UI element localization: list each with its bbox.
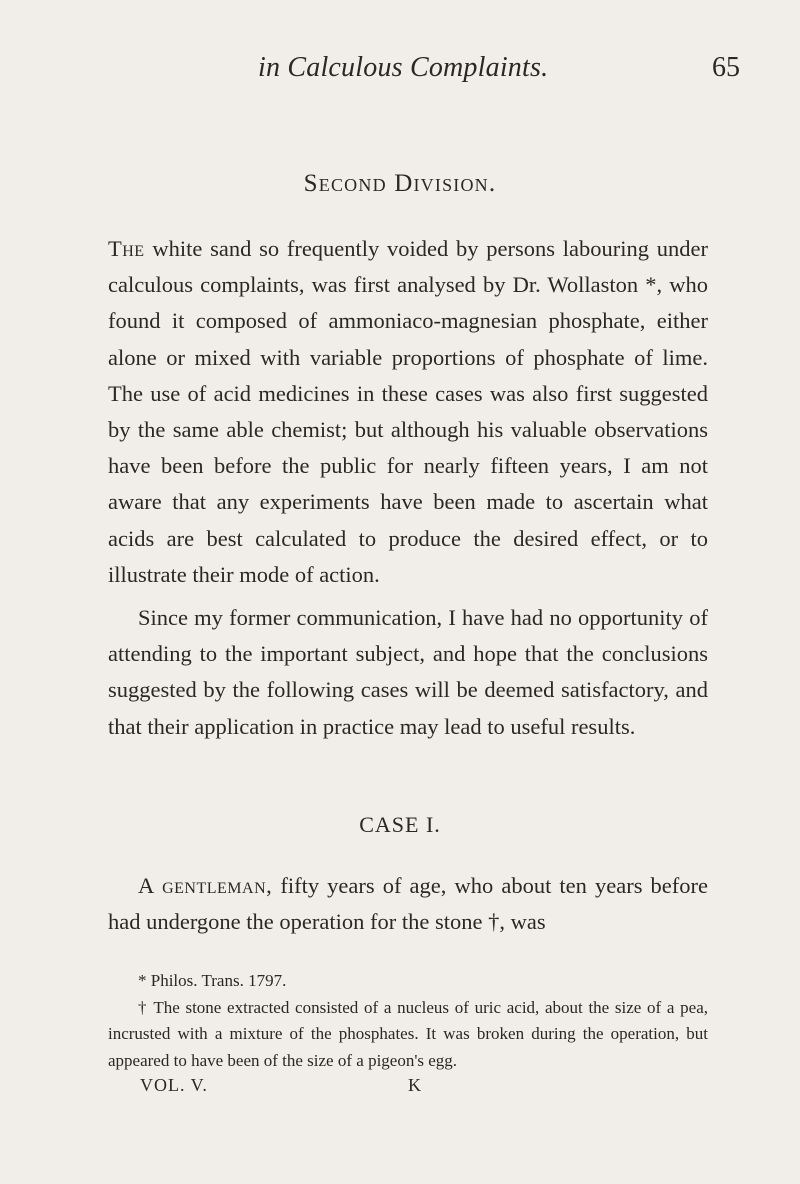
- paragraph-1: [108, 231, 708, 593]
- section-heading: Second Division.: [303, 170, 497, 197]
- running-title: in Calculous Complaints.: [258, 52, 549, 83]
- signature-mark: K: [408, 1075, 422, 1095]
- footnotes: [108, 968, 708, 1074]
- case-heading: CASE I.: [359, 812, 441, 837]
- case-paragraph: [108, 868, 708, 940]
- paragraph-2-text: Since my former communication, I have had no opportunity of attending to the important subject, and hope that the conclusions suggested by the following cases will be deemed satisfactory, and that their application in practice may lead to useful results.: [108, 605, 708, 739]
- footnote-1: * Philos. Trans. 1797.: [138, 971, 287, 990]
- case-lead: A gentleman,: [138, 873, 273, 898]
- page-number: 65: [712, 52, 740, 83]
- paragraph-1-lead: The: [108, 236, 145, 261]
- paragraph-1-text: white sand so frequently voided by persons labouring under calculous complaints, was first analysed by Dr. Wollaston *, who found it composed of ammoniaco-magnesian phosphate, either alone or mixed with variable proportions of phosphate of lime. The use of acid medicines in these cases was also first suggested by the same able chemist; but although his valuable observations have been before the public for nearly fifteen years, I am not aware that any experiments have been made to ascertain what acids are best calculated to produce the desired effect, or to illustrate their mode of action.: [108, 236, 708, 587]
- signature-line: [140, 1075, 540, 1105]
- footnote-2: † The stone extracted consisted of a nucleus of uric acid, about the size of a pea, incrusted with a mixture of the phosphates. It was broken during the operation, but appeared to have been of the size of a pigeon's egg.: [108, 997, 708, 1070]
- case-text: fifty years of age, who about ten years before had undergone the operation for the stone †, was: [108, 873, 708, 935]
- paragraph-2: [108, 600, 708, 745]
- running-header: [0, 52, 800, 92]
- volume-mark: VOL. V.: [140, 1075, 208, 1095]
